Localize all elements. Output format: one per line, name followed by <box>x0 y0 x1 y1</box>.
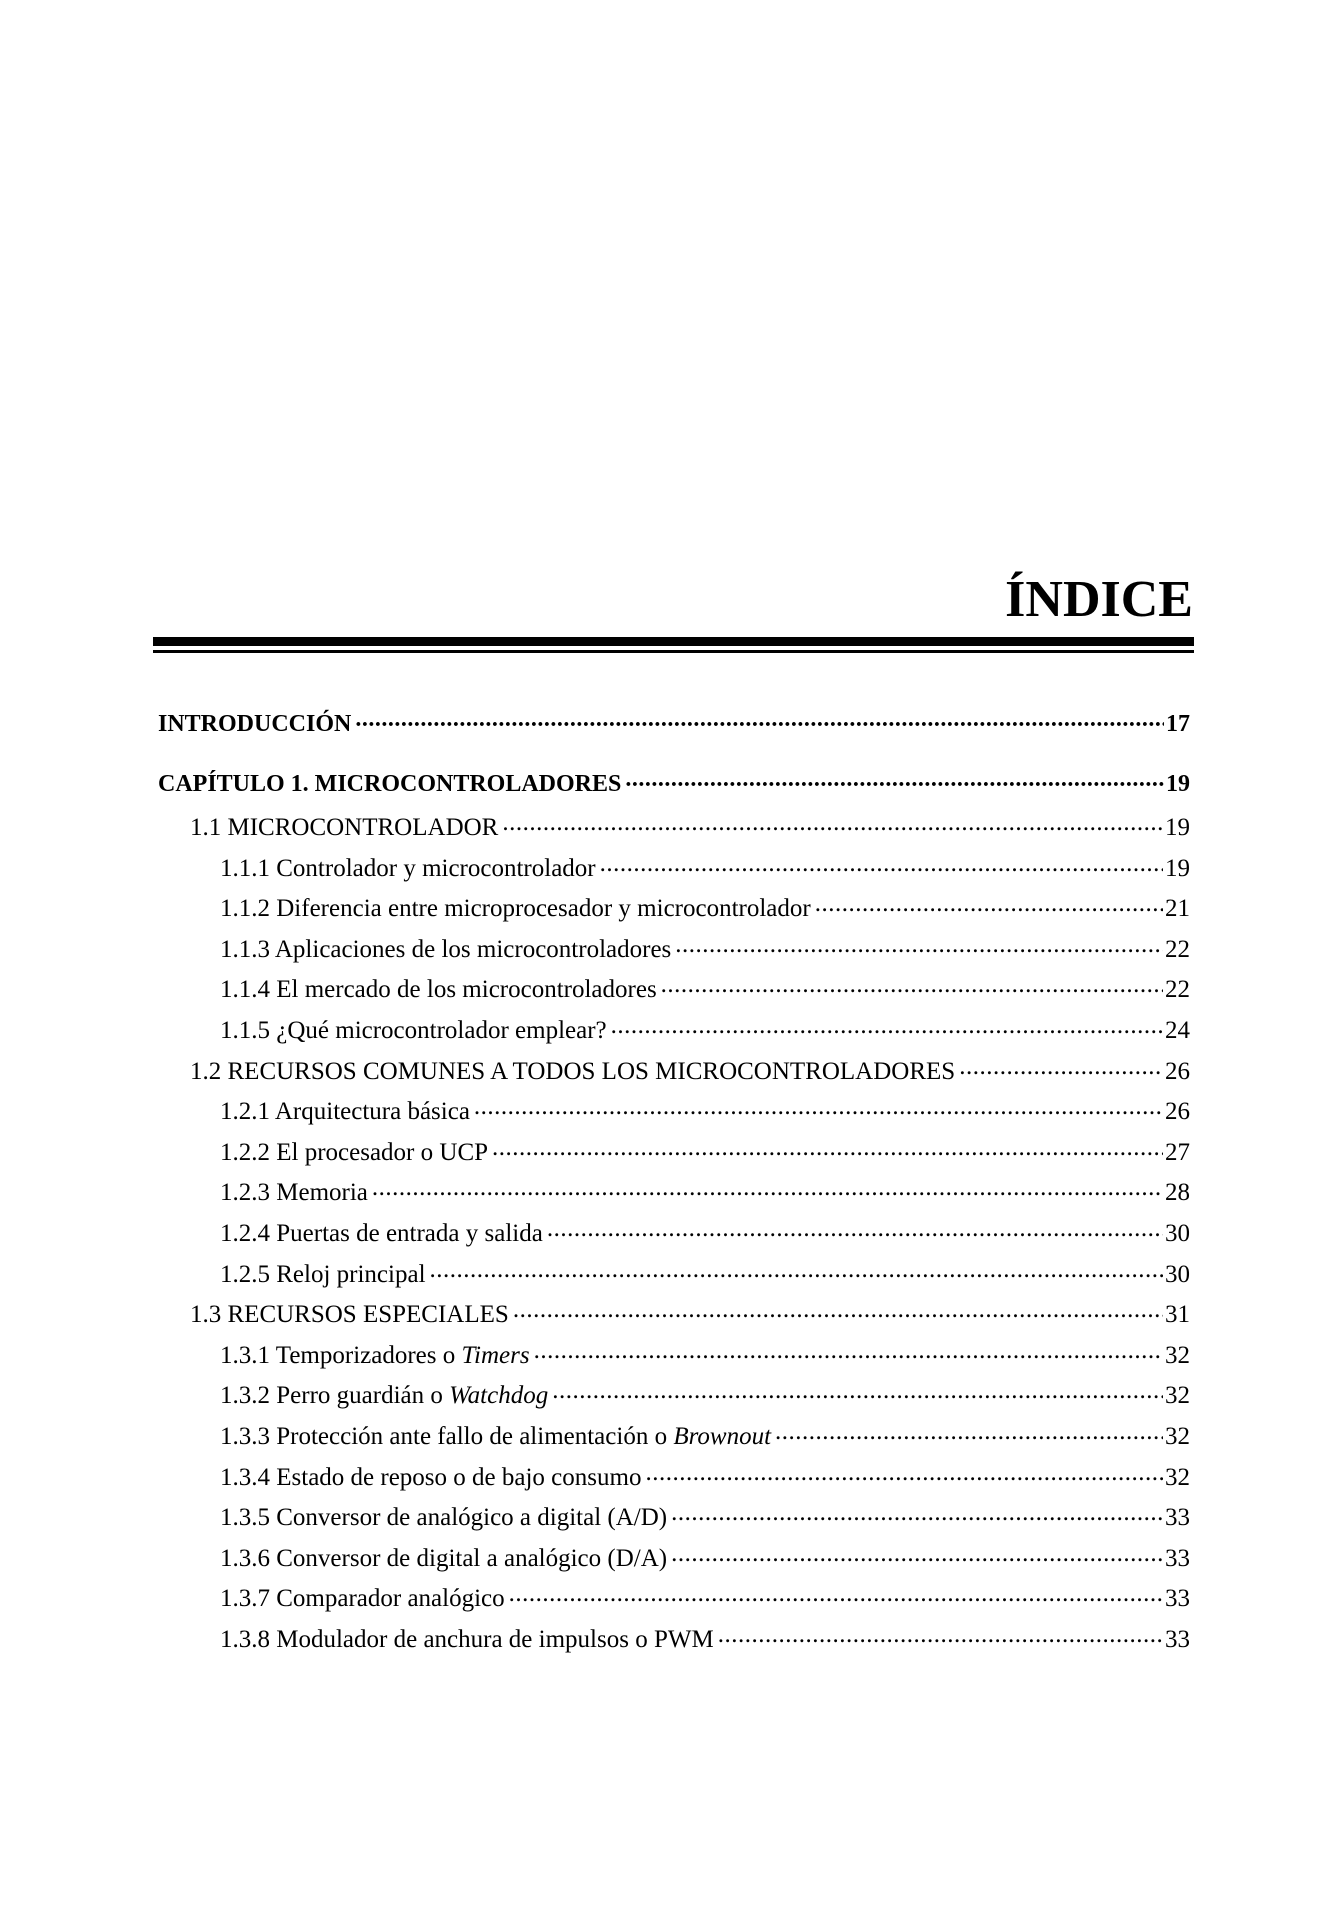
toc-entry-page-number: 27 <box>1165 1138 1190 1166</box>
toc-dot-leader <box>775 1419 1163 1444</box>
toc-entry-label-text: 1.3.3 Protección ante fallo de alimentación o <box>220 1422 674 1450</box>
toc-entry[interactable] <box>158 1255 1190 1296</box>
toc-entry-label <box>220 1214 543 1255</box>
toc-entry[interactable] <box>158 849 1190 890</box>
toc-dot-leader <box>959 1054 1163 1079</box>
title-rule <box>153 637 1194 653</box>
toc-entry[interactable] <box>158 1092 1190 1133</box>
toc-entry-label <box>220 1336 530 1377</box>
toc-entry[interactable] <box>158 970 1190 1011</box>
toc-dot-leader <box>675 932 1163 957</box>
toc-dot-leader <box>430 1257 1163 1282</box>
toc-dot-leader <box>547 1216 1163 1241</box>
toc-entry[interactable] <box>158 1336 1190 1377</box>
toc-entry-page-number: 33 <box>1165 1585 1190 1613</box>
toc-entry-page-number: 17 <box>1166 711 1190 737</box>
toc-entry-label <box>220 1173 368 1214</box>
toc-entry-label-text: 1.2 RECURSOS COMUNES A TODOS LOS MICROCONTROLADORES <box>190 1057 956 1085</box>
table-of-contents <box>158 700 1190 1660</box>
toc-entry-label-text: INTRODUCCIÓN <box>158 711 352 737</box>
toc-entry-page-number: 19 <box>1165 814 1190 841</box>
toc-entry-label <box>190 1052 955 1093</box>
toc-entry-label-text: 1.3.5 Conversor de analógico a digital (A/D) <box>220 1504 668 1532</box>
toc-entry-label-text: 1.3.2 Perro guardián o <box>220 1382 450 1410</box>
toc-entry-page-number: 26 <box>1165 1098 1190 1126</box>
toc-entry-label <box>220 889 811 930</box>
toc-dot-leader <box>625 767 1164 791</box>
toc-entry-label <box>220 1011 607 1052</box>
toc-entry-page-number: 24 <box>1165 1016 1190 1044</box>
toc-entry[interactable] <box>158 760 1190 808</box>
toc-entry-label <box>190 808 498 849</box>
toc-entry-label-text: 1.1 MICROCONTROLADOR <box>190 814 499 841</box>
toc-entry-label-text: 1.1.5 ¿Qué microcontrolador emplear? <box>220 1016 607 1044</box>
toc-entry[interactable] <box>158 1417 1190 1458</box>
toc-dot-leader <box>718 1622 1163 1647</box>
toc-dot-leader <box>552 1378 1163 1403</box>
toc-entry-label-italic: Timers <box>461 1341 530 1369</box>
toc-entry-page-number: 22 <box>1165 935 1190 963</box>
toc-entry[interactable] <box>158 930 1190 971</box>
toc-entry-page-number: 32 <box>1165 1422 1190 1450</box>
toc-entry-label <box>158 700 351 748</box>
toc-dot-leader <box>661 972 1163 997</box>
toc-entry-label-text: 1.3.7 Comparador analógico <box>220 1585 505 1613</box>
toc-entry[interactable] <box>158 1011 1190 1052</box>
toc-entry[interactable] <box>158 1498 1190 1539</box>
toc-entry-page-number: 32 <box>1165 1463 1190 1491</box>
toc-entry[interactable] <box>158 1214 1190 1255</box>
toc-entry-label-text: 1.1.2 Diferencia entre microprocesador y microcontrolador <box>220 895 811 923</box>
toc-entry-label-text: 1.3.1 Temporizadores o <box>220 1341 462 1369</box>
toc-entry-page-number: 31 <box>1165 1301 1190 1329</box>
toc-entry[interactable] <box>158 1052 1190 1093</box>
toc-dot-leader <box>513 1297 1163 1322</box>
toc-entry-label <box>220 1417 771 1458</box>
toc-entry[interactable] <box>158 1133 1190 1174</box>
toc-entry[interactable] <box>158 700 1190 748</box>
page-title: ÍNDICE <box>1005 571 1193 628</box>
toc-entry-label <box>158 760 621 808</box>
toc-entry[interactable] <box>158 1376 1190 1417</box>
toc-dot-leader <box>671 1541 1163 1566</box>
toc-dot-leader <box>372 1175 1163 1200</box>
toc-entry-label <box>220 1458 641 1499</box>
toc-entry-label <box>220 1539 667 1580</box>
toc-entry-label <box>220 1620 714 1661</box>
toc-dot-leader <box>355 707 1164 731</box>
toc-entry-label <box>220 1579 505 1620</box>
toc-entry-page-number: 30 <box>1165 1219 1190 1247</box>
toc-entry-page-number: 32 <box>1165 1341 1190 1369</box>
toc-entry-label-text: 1.2.2 El procesador o UCP <box>220 1138 489 1166</box>
toc-dot-leader <box>815 891 1163 916</box>
toc-entry-label-text: 1.3.8 Modulador de anchura de impulsos o PWM <box>220 1625 714 1653</box>
toc-entry[interactable] <box>158 1620 1190 1661</box>
toc-dot-leader <box>645 1460 1163 1485</box>
toc-entry-page-number: 33 <box>1165 1544 1190 1572</box>
toc-entry-label-text: 1.2.5 Reloj principal <box>220 1260 426 1288</box>
toc-entry-label-text: 1.1.3 Aplicaciones de los microcontroladores <box>220 935 672 963</box>
toc-entry-label <box>220 1255 426 1296</box>
toc-entry[interactable] <box>158 889 1190 930</box>
toc-dot-leader <box>534 1338 1163 1363</box>
toc-entry[interactable] <box>158 808 1190 849</box>
toc-entry-page-number: 30 <box>1165 1260 1190 1288</box>
toc-entry-label <box>220 849 596 890</box>
toc-entry-label-italic: Brownout <box>673 1422 772 1450</box>
toc-entry-page-number: 26 <box>1165 1057 1190 1085</box>
toc-entry-label-text: 1.2.3 Memoria <box>220 1179 368 1207</box>
toc-entry-label <box>220 1498 667 1539</box>
toc-entry[interactable] <box>158 1458 1190 1499</box>
toc-entry-page-number: 32 <box>1165 1382 1190 1410</box>
toc-entry-label-text: CAPÍTULO 1. MICROCONTROLADORES <box>158 771 622 797</box>
toc-entry-page-number: 21 <box>1165 895 1190 923</box>
toc-entry-page-number: 28 <box>1165 1179 1190 1207</box>
toc-dot-leader <box>492 1135 1163 1160</box>
toc-entry-label-text: 1.1.1 Controlador y microcontrolador <box>220 854 596 882</box>
toc-entry-page-number: 19 <box>1166 771 1190 797</box>
toc-entry-label-text: 1.1.4 El mercado de los microcontroladores <box>220 976 657 1004</box>
toc-entry-page-number: 33 <box>1165 1625 1190 1653</box>
toc-dot-leader <box>671 1500 1163 1525</box>
toc-entry-label <box>220 1092 470 1133</box>
toc-entry-page-number: 19 <box>1165 854 1190 882</box>
toc-entry-label-text: 1.2.1 Arquitectura básica <box>220 1098 470 1126</box>
toc-entry[interactable] <box>158 1539 1190 1580</box>
toc-entry-label-text: 1.3.6 Conversor de digital a analógico (D/A) <box>220 1544 668 1572</box>
toc-entry-page-number: 22 <box>1165 976 1190 1004</box>
toc-dot-leader <box>509 1581 1163 1606</box>
toc-entry-label-text: 1.3.4 Estado de reposo o de bajo consumo <box>220 1463 642 1491</box>
toc-entry-label-text: 1.3 RECURSOS ESPECIALES <box>190 1301 509 1329</box>
toc-entry-label <box>220 930 671 971</box>
toc-entry[interactable] <box>158 1173 1190 1214</box>
toc-dot-leader <box>474 1094 1163 1119</box>
toc-entry-label <box>190 1295 509 1336</box>
toc-dot-leader <box>600 851 1163 876</box>
toc-entry[interactable] <box>158 1295 1190 1336</box>
toc-entry[interactable] <box>158 1579 1190 1620</box>
toc-dot-leader <box>502 810 1163 835</box>
toc-entry-page-number: 33 <box>1165 1504 1190 1532</box>
toc-entry-label <box>220 1133 488 1174</box>
toc-entry-label-text: 1.2.4 Puertas de entrada y salida <box>220 1219 543 1247</box>
toc-dot-leader <box>611 1013 1163 1038</box>
toc-entry-label <box>220 1376 548 1417</box>
toc-entry-label-italic: Watchdog <box>449 1382 549 1410</box>
toc-entry-label <box>220 970 657 1011</box>
